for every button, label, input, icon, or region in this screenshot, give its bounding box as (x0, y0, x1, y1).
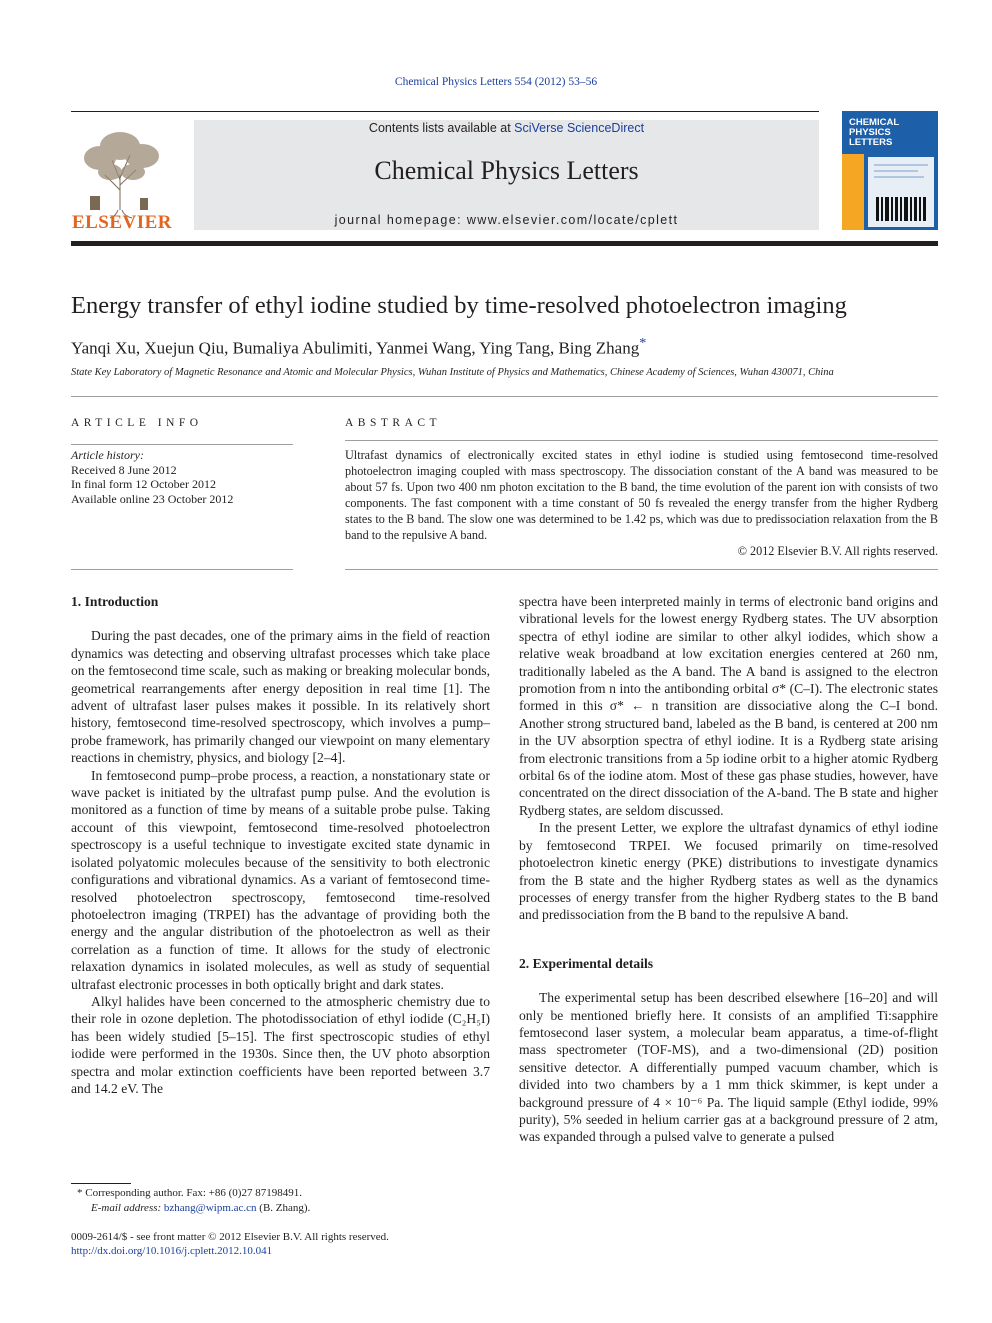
email-label: E-mail address: (91, 1202, 164, 1214)
contents-prefix: Contents lists available at (368, 121, 515, 135)
history-label: Article history: (71, 448, 144, 462)
body-column-right (519, 593, 938, 1146)
abstract-bottom-rule (345, 569, 938, 570)
affiliation-rule (71, 396, 938, 397)
abstract-copyright: © 2012 Elsevier B.V. All rights reserved. (737, 544, 938, 558)
paragraph-2: In femtosecond pump–probe process, a reaction, a nonstationary state or wave packet is initiated by the ultrafast pump pulse. And the evolution is monitored as a function of time by means of a suitable probe pulse. Taking account of this viewpoint, femtosecond time-resolved photoelectron spectroscopy is a useful technique to investigate excited state dynamic in isolated polyatomic molecules because of the sensitivity to both electronic configurations and vibrational dynamics. As a variant of femtosecond time-resolved photoelectron spectroscopy, femtosecond time-resolved photoelectron imaging (TRPEI) has the advantage of providing both the energy and the angular distribution of the photoelectron as well as their correlation as a function of time. It allows for the study of electronic relaxation dynamics in isolated molecules, as well as study of sequential ultrafast electronic processes in both optically bright and dark states. (71, 767, 490, 992)
email-link[interactable]: bzhang@wipm.ac.cn (163, 1202, 257, 1214)
cover-title: CHEMICAL PHYSICS LETTERS (849, 117, 900, 148)
author-list (71, 335, 941, 359)
received-date: Received 8 June 2012 (71, 462, 177, 477)
footnotes (71, 1186, 490, 1216)
paragraph-4: spectra have been interpreted mainly in terms of electronic band origins and vibrational levels for the lowest energy Rydberg states. The UV absorption spectra of ethyl iodine are similar to other alkyl iodides, which show a relative weak broadband at low excitation energies centered at 260 nm, traditionally labeled as the A band. The A band is assigned to the electron promotion from n into the antibonding orbital σ* (C–I). The electronic states formed in this σ* ← n transition are dissociative along the C–I bond. Another strong structured band, labeled as the B band, is centered at 200 nm in the UV absorption spectra of ethyl iodine. It is a Rydberg state arising from electronic transitions from a 5p iodine orbit to a higher atomic Rydberg orbital 6s of the iodine atom. Most of these gas phase studies, however, have concentrated on the direct dissociation of the A-band. The B state and higher Rydberg states, are seldom discussed. (519, 594, 938, 818)
journal-citation[interactable]: Chemical Physics Letters 554 (2012) 53–56 (394, 76, 598, 88)
body-column-left (71, 593, 490, 1097)
abstract-caption: ABSTRACT (345, 417, 442, 429)
header-top-rule (71, 111, 819, 112)
email-suffix: (B. Zhang). (256, 1202, 311, 1214)
paragraph-3: Alkyl halides have been concerned to the atmospheric chemistry due to their role in ozone depletion. The photodissociation of ethyl iodide (C₂H₅I) has been widely studied [5–15]. The first spectroscopic studies of ethyl iodide were performed in the 1930s. Since then, the UV photo absorption spectra and molar extinction coefficients have been reported between 3.7 and 14.2 eV. The (71, 993, 490, 1096)
journal-name: Chemical Physics Letters (374, 156, 639, 185)
author-names: Yanqi Xu, Xuejun Qiu, Bumaliya Abulimiti, Yanmei Wang, Ying Tang, Bing Zhang (71, 338, 640, 358)
article-history (71, 448, 293, 506)
doi-link[interactable]: http://dx.doi.org/10.1016/j.cplett.2012.10.041 (71, 1245, 273, 1257)
journal-cover-image[interactable] (842, 111, 938, 230)
paragraph-1: During the past decades, one of the primary aims in the field of reaction dynamics was detecting and observing ultrafast processes which take place on the femtosecond time scale, such as making or breaking molecular bonds, geometrical rearrangements after energy deposition in real time [1]. The advent of ultrafast laser pulses makes it possible. In its relatively short history, femtosecond time-resolved spectroscopy, which involves a pump–probe framework, has primarily changed our viewpoint on many elementary reactions in chemistry, physics, and biology [2–4]. (71, 628, 490, 766)
cover-orange-strip (842, 154, 864, 230)
cover-graphic-icon (868, 157, 934, 227)
abstract-text: Ultrafast dynamics of electronically excited states in ethyl iodine is studied using femtosecond time-resolved photoelectron imaging coupled with mass spectroscopy. The dissociation constant of the A band was measured to be about 57 fs. Upon two 400 nm photon excitation to the B band, the time evolution of the parent ion with consists of two components. The fast component with a time constant of 50 fs revealed the energy transfer from the higher Rydberg states to the B band. The slow one was determined to be 1.42 ps, which was due to predissociation relaxation from the B band to the repulsive A band. (345, 448, 938, 542)
footnote-rule (71, 1183, 131, 1184)
paragraph-6: The experimental setup has been described elsewhere [16–20] and will only be mentioned briefly here. It consists of an amplified Ti:sapphire femtosecond laser system, a molecular beam apparatus, a time-of-flight mass spectrometer (TOF-MS), and a two-dimensional (2D) position sensitive detector. A differentially pumped vacuum chamber, which is divided into two chambers by a 1 mm thick skimmer, is kept under a background pressure of 4 × 10⁻⁶ Pa. The liquid sample (Ethyl iodide, 99% purity), 5% seeded in helium carrier gas at a background pressure of 2 atm, was expanded through a pulsed valve to generate a pulsed (519, 990, 938, 1145)
paragraph-5: In the present Letter, we explore the ultrafast dynamics of ethyl iodine by femtosecond TRPEI. We focused primarily on time-resolved photoelectron kinetic energy (PKE) distributions to investigate dynamics from the B state and the higher Rydberg states as well as the dynamics processes of energy transfer from the higher Rydberg states to the B band and predissociation from the B band to the repulsive A band. (519, 820, 938, 923)
corresponding-author-note: * Corresponding author. Fax: +86 (0)27 87198491. (77, 1187, 302, 1199)
sciencedirect-link[interactable]: SciVerse ScienceDirect (514, 121, 645, 135)
affiliation: State Key Laboratory of Magnetic Resonance and Atomic and Molecular Physics, Wuhan Institute of Physics and Mathematics, Chinese Academy of Sciences, Wuhan 430071, China (71, 367, 834, 378)
issn-line: 0009-2614/$ - see front matter © 2012 Elsevier B.V. All rights reserved. (71, 1231, 389, 1243)
article-title: Energy transfer of ethyl iodine studied by time-resolved photoelectron imaging (71, 292, 847, 319)
journal-homepage[interactable]: journal homepage: www.elsevier.com/locate/cplett (334, 213, 679, 227)
contents-line (194, 121, 819, 135)
section-heading-experimental: 2. Experimental details (519, 955, 654, 971)
issn-block (71, 1230, 571, 1258)
article-info-rule (71, 444, 293, 445)
final-form-date: In final form 12 October 2012 (71, 477, 216, 491)
header-thick-rule (71, 241, 938, 246)
corresponding-author-mark[interactable]: * (639, 335, 647, 351)
article-info-caption: ARTICLE INFO (71, 417, 203, 429)
abstract-body (345, 447, 938, 559)
email-note (71, 1201, 490, 1216)
online-date: Available online 23 October 2012 (71, 491, 234, 506)
abstract-rule (345, 440, 938, 441)
article-info-bottom-rule (71, 569, 293, 570)
elsevier-wordmark[interactable]: ELSEVIER (71, 212, 173, 233)
section-heading-introduction: 1. Introduction (71, 594, 159, 609)
